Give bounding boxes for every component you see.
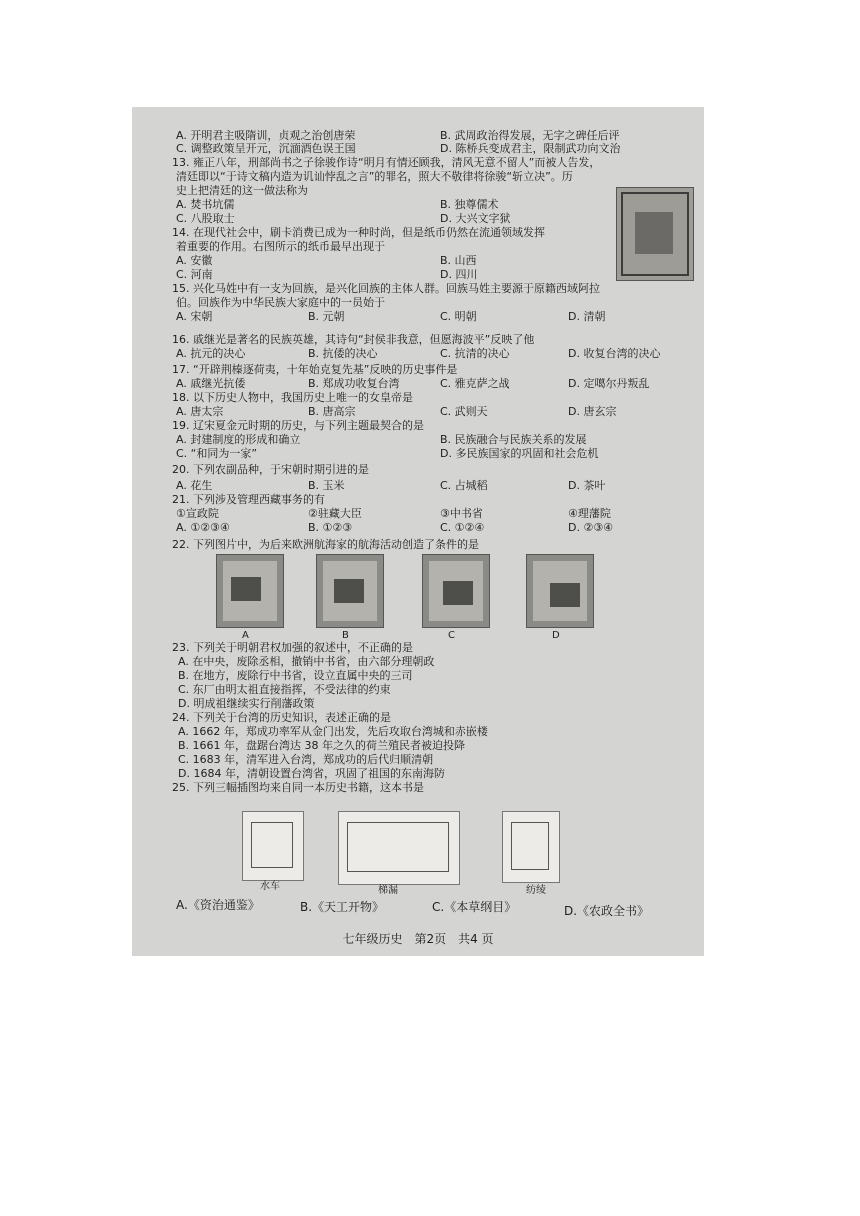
book-option: A.《资治通鉴》 (176, 898, 260, 912)
question-line: B. 在地方，废除行中书省，设立直属中央的三司 (178, 669, 413, 682)
exam-sheet (132, 107, 704, 956)
question-line: 24. 下列关于台湾的历史知识，表述正确的是 (172, 711, 391, 724)
illustration-caption: 水车 (260, 881, 280, 892)
option-text: A. 戚继光抗倭 (176, 377, 246, 390)
question-line: D. 陈桥兵变成君主，限制武功向文治 (440, 142, 621, 155)
option-text: B. 元朝 (308, 310, 345, 323)
option-text: C. 占城稻 (440, 479, 488, 492)
illustration-caption: 纺绫 (526, 885, 546, 896)
question-line: 13. 雍正八年，刑部尚书之子徐骏作诗“明月有情还顾我，清风无意不留人”而被人告发， (172, 156, 601, 169)
option-text: A. 唐太宗 (176, 405, 224, 418)
photo-object (443, 581, 473, 605)
option-text: ①宣政院 (176, 507, 219, 520)
question-line: D. 明成祖继续实行削藩政策 (178, 697, 315, 710)
question-line: 23. 下列关于明朝君权加强的叙述中，不正确的是 (172, 641, 413, 654)
photo-option-image (216, 554, 284, 628)
question-line: D. 多民族国家的巩固和社会危机 (440, 447, 599, 460)
question-line: B. 武周政治得发展，无字之碑任后评 (440, 129, 620, 142)
question-line: B. 山西 (440, 254, 477, 267)
question-line: B. 民族融合与民族关系的发展 (440, 433, 587, 446)
question-line: 16. 戚继光是著名的民族英雄，其诗句“封侯非我意，但愿海波平”反映了他 (172, 333, 535, 346)
option-text: C. 抗清的决心 (440, 347, 510, 360)
illustration-line-art (251, 822, 293, 868)
question-line: 伯。回族作为中华民族大家庭中的一员始于 (176, 296, 385, 309)
option-text: ③中书省 (440, 507, 483, 520)
question-line: C. 河南 (176, 268, 213, 281)
note-center (635, 212, 673, 254)
option-text: B. 抗倭的决心 (308, 347, 378, 360)
option-text: D. ②③④ (568, 521, 614, 534)
paper-money-image (616, 187, 694, 281)
option-text: B. ①②③ (308, 521, 353, 534)
question-line: B. 独尊儒术 (440, 198, 499, 211)
question-line: 21. 下列涉及管理西藏事务的有 (172, 493, 325, 506)
question-line: D. 1684 年，清朝设置台湾省，巩固了祖国的东南海防 (178, 767, 445, 780)
option-text: D. 茶叶 (568, 479, 606, 492)
option-text: D. 清朝 (568, 310, 606, 323)
question-line: A. 安徽 (176, 254, 213, 267)
question-line: A. 1662 年，郑成功率军从金门出发，先后攻取台湾城和赤嵌楼 (178, 725, 488, 738)
photo-option-image (316, 554, 384, 628)
photo-object (334, 579, 364, 603)
question-line: 清廷即以“于诗文稿内造为讥讪悖乱之言”的罪名，照大不敬律将徐骏“斩立决”。历 (176, 170, 573, 183)
option-text: C. 武则天 (440, 405, 488, 418)
page-footer: 七年级历史 第2页 共4 页 (342, 932, 494, 946)
question-line: B. 1661 年，盘踞台湾达 38 年之久的荷兰殖民者被迫投降 (178, 739, 466, 752)
option-text: C. 雅克萨之战 (440, 377, 510, 390)
illustration-line-art (347, 822, 449, 872)
woodcut-illustration (338, 811, 460, 885)
question-line: A. 焚书坑儒 (176, 198, 235, 211)
question-line: 14. 在现代社会中，刷卡消费已成为一种时尚，但是纸币仍然在流通领域发挥 (172, 226, 545, 239)
option-text: ④理藩院 (568, 507, 611, 520)
option-text: ②驻藏大臣 (308, 507, 362, 520)
question-line: 19. 辽宋夏金元时期的历史，与下列主题最契合的是 (172, 419, 424, 432)
question-line: 25. 下列三幅插图均来自同一本历史书籍，这本书是 (172, 781, 424, 794)
photo-option-label: A (242, 630, 249, 641)
question-line: C. 调整政策呈开元，沉湎酒色误王国 (176, 142, 356, 155)
woodcut-illustration (502, 811, 560, 883)
question-line: 22. 下列图片中，为后来欧洲航海家的航海活动创造了条件的是 (172, 538, 479, 551)
question-line: 18. 以下历史人物中，我国历史上唯一的女皇帝是 (172, 391, 413, 404)
option-text: A. 抗元的决心 (176, 347, 246, 360)
question-line: A. 封建制度的形成和确立 (176, 433, 301, 446)
question-line: D. 四川 (440, 268, 478, 281)
option-text: B. 唐高宗 (308, 405, 356, 418)
photo-object (550, 583, 580, 607)
option-text: A. 花生 (176, 479, 213, 492)
question-line: C. 八股取士 (176, 212, 235, 225)
option-text: B. 郑成功收复台湾 (308, 377, 400, 390)
question-line: 着重要的作用。右图所示的纸币最早出现于 (176, 240, 385, 253)
option-text: A. ①②③④ (176, 521, 230, 534)
question-line: 17. “开辟荆榛逐荷夷，十年始克复先基”反映的历史事件是 (172, 363, 458, 376)
option-text: D. 定噶尔丹叛乱 (568, 377, 650, 390)
photo-option-label: C (448, 630, 455, 641)
book-option: C.《本草纲目》 (432, 900, 517, 914)
option-text: A. 宋朝 (176, 310, 213, 323)
photo-option-image (422, 554, 490, 628)
book-option: B.《天工开物》 (300, 900, 385, 914)
question-line: 史上把清廷的这一做法称为 (176, 184, 308, 197)
question-line: C. 东厂由明太祖直接指挥，不受法律的约束 (178, 683, 391, 696)
question-line: D. 大兴文字狱 (440, 212, 511, 225)
photo-option-label: D (552, 630, 560, 641)
question-line: A. 开明君主吸隋训，贞观之治创唐荣 (176, 129, 356, 142)
question-line: C. 1683 年，清军进入台湾，郑成功的后代归顺清朝 (178, 753, 434, 766)
photo-object (231, 577, 261, 601)
book-option: D.《农政全书》 (564, 904, 650, 918)
option-text: C. 明朝 (440, 310, 477, 323)
question-line: C. “和同为一家” (176, 447, 258, 460)
illustration-line-art (511, 822, 549, 870)
question-line: 20. 下列农副品种，于宋朝时期引进的是 (172, 463, 369, 476)
option-text: D. 唐玄宗 (568, 405, 617, 418)
woodcut-illustration (242, 811, 304, 881)
illustration-caption: 梯漏 (378, 885, 398, 896)
option-text: B. 玉米 (308, 479, 345, 492)
question-line: A. 在中央，废除丞相，撤销中书省，由六部分理朝政 (178, 655, 435, 668)
option-text: C. ①②④ (440, 521, 485, 534)
option-text: D. 收复台湾的决心 (568, 347, 661, 360)
question-line: 15. 兴化马姓中有一支为回族，是兴化回族的主体人群。回族马姓主要源于原籍西域阿拉 (172, 282, 600, 295)
photo-option-image (526, 554, 594, 628)
photo-option-label: B (342, 630, 349, 641)
